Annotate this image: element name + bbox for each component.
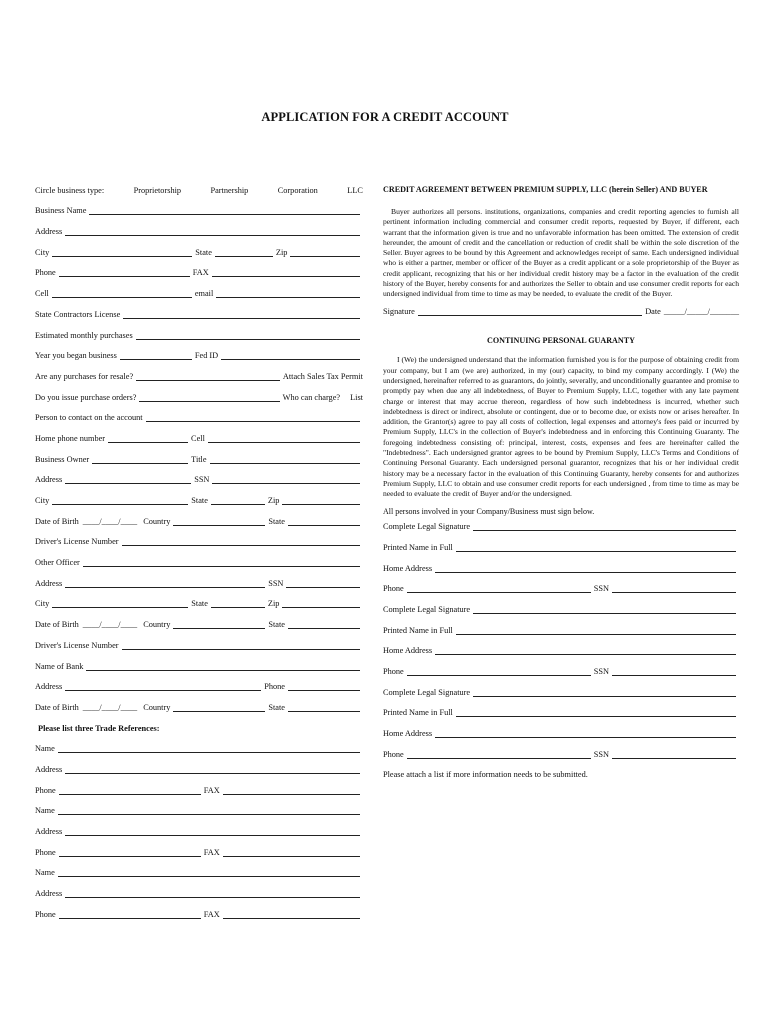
ref2-fax-label: FAX	[203, 847, 220, 857]
owner-license-field[interactable]	[122, 545, 360, 546]
contractors-license-label: State Contractors License	[35, 309, 121, 319]
owner-license-row	[35, 532, 363, 553]
attach-note: Please attach a list if more information needs to be submitted.	[383, 770, 588, 780]
business-owner-field[interactable]	[92, 463, 188, 464]
ref1-phone-label: Phone	[35, 785, 56, 795]
contractors-license-row	[35, 304, 363, 325]
g1-signature-row	[383, 517, 739, 538]
purchase-orders-field[interactable]	[139, 401, 279, 402]
home-phone-label: Home phone number	[35, 433, 106, 443]
option-proprietorship[interactable]: Proprietorship	[133, 185, 182, 195]
city-label: City	[35, 247, 50, 257]
city-state-zip-row	[35, 242, 363, 263]
g2-home-address-field[interactable]	[435, 654, 736, 655]
officer-dob-state-field[interactable]	[288, 628, 360, 629]
trade-refs-heading: Please list three Trade References:	[38, 723, 160, 733]
other-officer-label: Other Officer	[35, 558, 80, 568]
owner-address-row	[35, 470, 363, 491]
ref3-fax-label: FAX	[203, 909, 220, 919]
business-owner-label: Business Owner	[35, 454, 90, 464]
guaranty-heading: CONTINUING PERSONAL GUARANTY	[487, 336, 635, 346]
year-fedid-row	[35, 346, 363, 367]
officer-dob-state-label: State	[268, 620, 285, 630]
business-type-row	[35, 180, 363, 201]
g1-phone-field[interactable]	[407, 592, 591, 593]
g1-printed-name-row	[383, 537, 739, 558]
officer-dob-label: Date of Birth	[35, 620, 79, 630]
business-owner-row	[35, 449, 363, 470]
g2-phone-label: Phone	[383, 667, 404, 677]
g2-ssn-field[interactable]	[612, 675, 736, 676]
cell-field[interactable]	[52, 297, 192, 298]
g3-phone-field[interactable]	[407, 758, 591, 759]
phone-fax-row	[35, 263, 363, 284]
owner-city-label: City	[35, 496, 50, 505]
address-label: Address	[35, 227, 63, 237]
officer-city-field[interactable]	[52, 607, 188, 608]
officer-city-row	[35, 594, 363, 615]
ref1-address-row	[35, 759, 363, 780]
bank-dob-row	[35, 697, 363, 718]
owner-zip-field[interactable]	[282, 504, 360, 505]
g1-printed-name-label: Printed Name in Full	[383, 542, 453, 552]
g3-signature-label: Complete Legal Signature	[383, 687, 471, 697]
bank-dob-label: Date of Birth	[35, 702, 79, 712]
g2-home-address-row	[383, 641, 739, 662]
g1-phone-row	[383, 579, 739, 600]
officer-license-field[interactable]	[122, 649, 360, 650]
g2-printed-name-field[interactable]	[456, 634, 736, 635]
agreement-signature-row	[383, 302, 739, 323]
officer-ssn-field[interactable]	[286, 587, 360, 588]
zip-label: Zip	[275, 247, 288, 257]
ref3-address-label: Address	[35, 889, 63, 899]
page-title: APPLICATION FOR A CREDIT ACCOUNT	[261, 110, 509, 124]
g3-home-address-label: Home Address	[383, 729, 433, 739]
g3-home-address-field[interactable]	[435, 737, 736, 738]
ref3-fax-field[interactable]	[223, 918, 360, 919]
ref1-name-label: Name	[35, 744, 55, 754]
owner-state-label: State	[191, 496, 208, 505]
g2-signature-row	[383, 599, 739, 620]
ref1-address-label: Address	[35, 764, 63, 774]
g3-printed-name-field[interactable]	[456, 716, 736, 717]
g3-printed-name-label: Printed Name in Full	[383, 708, 453, 718]
ref1-name-row	[35, 739, 363, 760]
address-row	[35, 221, 363, 242]
owner-cell-field[interactable]	[208, 442, 360, 443]
officer-license-label: Driver's License Number	[35, 640, 119, 650]
owner-city-row	[35, 490, 363, 511]
ref2-phone-row	[35, 842, 363, 863]
ref2-name-field[interactable]	[58, 814, 360, 815]
officer-zip-field[interactable]	[282, 607, 360, 608]
ref2-address-label: Address	[35, 827, 63, 836]
officer-state-field[interactable]	[211, 607, 265, 608]
g3-printed-name-row	[383, 703, 739, 724]
g3-ssn-field[interactable]	[612, 758, 736, 759]
trade-refs-heading-row	[35, 718, 363, 739]
zip-field[interactable]	[290, 256, 360, 257]
email-field[interactable]	[216, 297, 360, 298]
owner-dob-field[interactable]: ____/____/____	[82, 516, 138, 526]
other-officer-row	[35, 552, 363, 573]
bank-state-field[interactable]	[288, 711, 360, 712]
ref3-address-row	[35, 883, 363, 904]
g1-home-address-label: Home Address	[383, 563, 433, 573]
resale-field[interactable]	[136, 380, 280, 381]
g1-ssn-field[interactable]	[612, 592, 736, 593]
agreement-date-field[interactable]: _____/_____/_______	[663, 307, 739, 317]
bank-dob-field[interactable]: ____/____/____	[82, 702, 138, 712]
g3-phone-label: Phone	[383, 749, 404, 759]
g3-ssn-label: SSN	[593, 749, 609, 759]
cell-label: Cell	[35, 289, 49, 299]
agreement-text: Buyer authorizes all persons. institutions, organizations, companies and credit reporting agencies to furnish all pertinent information including commercial and consumer credit reports, requested by Buyer, if different, each warrant that the information given is true and no unfavorable information has been omitted. The extension of credit hereunder, the amount of credit and the cancellation or reduction of credit shall be within the sole discretion of the Seller. Buyer agrees to be bound by this Agreement and acknowledges receipt of same. Each undersigned individual who is either a partner, member or officer of the Buyer as a credit applicant or a sole proprietorship of the Buyer as credit applicant, recognizing that his or her individual credit history may be a factor in the evaluation of the credit history of the Buyer, hereby consents for and authorizes the Seller to obtain and use consumer credit reports for each undersigned individual from time to time as may be needed, to evaluate the credit of the Buyer.	[383, 207, 739, 299]
officer-license-row	[35, 635, 363, 656]
owner-country-field[interactable]	[173, 525, 265, 526]
owner-city-field[interactable]	[52, 504, 188, 505]
resale-row	[35, 366, 363, 387]
option-llc[interactable]: LLC	[347, 185, 363, 195]
ref3-phone-field[interactable]	[59, 918, 201, 919]
officer-dob-field[interactable]: ____/____/____	[82, 620, 138, 630]
guaranty-text: I (We) the undersigned understand that the information furnished you is for the purpose of obtaining credit from your company, but I am (we are) authorized, in my (our) capacity, to bind my company accordingly. I (We) the undersigned, hereinafter referred to as guarantors, do jointly, severally, and unconditionally guarantee and promise to promptly pay when due any all indebtedness, of Buyer to Premium Supply, LLC, together with any late payment charge or interest that may accrue thereon, regardless of how such indebtedness is incurred, whether such indebtedness is direct or indirect, absolute or contingent, due or to become due, or exists now or arises hereafter. In addition, the Grantor(s) agree to pay all costs of collection, legal expenses and attorney's fees paid or incurred by Premium Supply, LLC's in the collection of Buyer's indebtedness and in enforcing this Continuing Guaranty. The foregoing indebtedness consisting of: principal, interest, costs, expenses and fees are hereinafter called the "Indebtedness". Each undersigned grantor agrees to be bound by Premium Supply, LLC's Terms and Conditions of Continuing Personal Guaranty. Each undersigned personal guarantor, recognizes that his or her individual credit history may be a necessary factor in the evaluation of this Continuing Guaranty, hereby consents for and authorizes Premium Supply, LLC to obtain and use consumer credit reports for each undersigned , from time to time as may be needed to evaluate the credit of Buyer and/or the undersigned.	[383, 355, 739, 499]
g1-home-address-row	[383, 558, 739, 579]
officer-zip-label: Zip	[267, 599, 280, 609]
ref2-name-row	[35, 801, 363, 822]
other-officer-field[interactable]	[83, 566, 360, 567]
g3-signature-row	[383, 682, 739, 703]
ref2-name-label: Name	[35, 806, 55, 816]
home-phone-field[interactable]	[108, 442, 188, 443]
ref1-fax-label: FAX	[203, 785, 220, 795]
g1-signature-field[interactable]	[473, 530, 736, 531]
officer-address-row	[35, 573, 363, 594]
g1-signature-label: Complete Legal Signature	[383, 522, 471, 532]
g1-ssn-label: SSN	[593, 584, 609, 594]
ref1-name-field[interactable]	[58, 752, 360, 753]
g2-printed-name-row	[383, 620, 739, 641]
business-name-row	[35, 201, 363, 222]
bank-name-label: Name of Bank	[35, 661, 84, 671]
g3-signature-field[interactable]	[473, 696, 736, 697]
owner-license-label: Driver's License Number	[35, 537, 119, 547]
owner-ssn-field[interactable]	[212, 483, 360, 484]
state-field[interactable]	[215, 256, 273, 257]
monthly-purchases-label: Estimated monthly purchases	[35, 330, 133, 340]
bank-address-field[interactable]	[65, 690, 261, 691]
year-began-field[interactable]	[120, 359, 192, 360]
ref1-phone-row	[35, 780, 363, 801]
g3-home-address-row	[383, 723, 739, 744]
officer-ssn-label: SSN	[268, 578, 284, 588]
monthly-purchases-field[interactable]	[136, 339, 360, 340]
who-can-charge-label: Who can charge?	[282, 392, 341, 402]
agreement-date-label: Date	[645, 307, 661, 317]
g2-signature-field[interactable]	[473, 613, 736, 614]
officer-city-label: City	[35, 599, 50, 609]
phone-field[interactable]	[59, 276, 190, 277]
must-sign-note: All persons involved in your Company/Business must sign below.	[383, 506, 595, 516]
agreement-signature-field[interactable]	[418, 315, 642, 316]
g3-phone-row	[383, 744, 739, 765]
agreement-heading: CREDIT AGREEMENT BETWEEN PREMIUM SUPPLY, LLC (herein Seller) AND BUYER	[383, 185, 708, 194]
g2-ssn-label: SSN	[593, 667, 609, 677]
officer-country-label: Country	[143, 620, 171, 630]
business-type-label: Circle business type:	[35, 185, 105, 195]
business-name-field[interactable]	[89, 214, 360, 215]
ref3-phone-row	[35, 904, 363, 925]
owner-address-label: Address	[35, 475, 63, 485]
bank-phone-label: Phone	[264, 682, 285, 692]
ref3-name-field[interactable]	[58, 876, 360, 877]
officer-address-label: Address	[35, 578, 63, 588]
owner-country-label: Country	[143, 516, 171, 526]
bank-country-field[interactable]	[173, 711, 265, 712]
bank-name-row	[35, 656, 363, 677]
attach-permit-label: Attach Sales Tax Permit	[282, 371, 363, 381]
year-began-label: Year you began business	[35, 351, 117, 361]
owner-title-label: Title	[191, 454, 207, 464]
ref3-phone-label: Phone	[35, 909, 56, 919]
owner-zip-label: Zip	[267, 496, 280, 505]
g2-phone-field[interactable]	[407, 675, 591, 676]
officer-dob-row	[35, 614, 363, 635]
agreement-signature-label: Signature	[383, 307, 415, 317]
bank-state-label: State	[268, 702, 285, 712]
fax-field[interactable]	[212, 276, 360, 277]
contact-person-row	[35, 408, 363, 429]
g1-printed-name-field[interactable]	[456, 551, 736, 552]
ref1-address-field[interactable]	[65, 773, 360, 774]
purchase-orders-row	[35, 387, 363, 408]
g2-phone-row	[383, 661, 739, 682]
ref2-address-row	[35, 821, 363, 842]
bank-country-label: Country	[143, 702, 171, 712]
bank-phone-field[interactable]	[288, 690, 360, 691]
owner-dob-label: Date of Birth	[35, 516, 79, 526]
owner-dob-state-field[interactable]	[288, 525, 360, 526]
g2-signature-label: Complete Legal Signature	[383, 604, 471, 614]
bank-address-row	[35, 677, 363, 698]
owner-state-field[interactable]	[211, 504, 265, 505]
contact-person-field[interactable]	[146, 421, 360, 422]
owner-dob-state-label: State	[268, 516, 285, 526]
email-label: email	[194, 289, 214, 299]
cell-email-row	[35, 283, 363, 304]
contractors-license-field[interactable]	[123, 318, 360, 319]
ref1-phone-field[interactable]	[59, 794, 201, 795]
option-corporation[interactable]: Corporation	[277, 185, 318, 195]
agreement-column	[383, 180, 739, 785]
fax-label: FAX	[192, 268, 209, 278]
g1-phone-label: Phone	[383, 584, 404, 594]
ref3-name-row	[35, 863, 363, 884]
fed-id-field[interactable]	[221, 359, 360, 360]
ref3-address-field[interactable]	[65, 897, 360, 898]
owner-address-field[interactable]	[65, 483, 191, 484]
phone-label: Phone	[35, 268, 56, 278]
owner-title-field[interactable]	[210, 463, 360, 464]
attach-note-row	[383, 765, 739, 786]
monthly-purchases-row	[35, 325, 363, 346]
bank-name-field[interactable]	[86, 670, 360, 671]
officer-country-field[interactable]	[173, 628, 265, 629]
g1-home-address-field[interactable]	[435, 572, 736, 573]
bank-address-label: Address	[35, 682, 63, 692]
contact-person-label: Person to contact on the account	[35, 413, 143, 423]
ref2-address-field[interactable]	[65, 835, 360, 836]
ref3-name-label: Name	[35, 868, 55, 878]
fed-id-label: Fed ID	[194, 351, 219, 361]
ref2-phone-label: Phone	[35, 847, 56, 857]
officer-state-label: State	[191, 599, 208, 609]
home-phone-row	[35, 428, 363, 449]
state-label: State	[195, 247, 212, 257]
owner-cell-label: Cell	[191, 433, 205, 443]
owner-dob-row	[35, 511, 363, 532]
g2-printed-name-label: Printed Name in Full	[383, 625, 453, 635]
g2-home-address-label: Home Address	[383, 646, 433, 656]
ref2-phone-field[interactable]	[59, 856, 201, 857]
officer-address-field[interactable]	[65, 587, 265, 588]
option-partnership[interactable]: Partnership	[210, 185, 249, 195]
business-name-label: Business Name	[35, 206, 87, 216]
ref1-fax-field[interactable]	[223, 794, 360, 795]
applicant-information-column	[35, 180, 363, 925]
city-field[interactable]	[52, 256, 192, 257]
resale-label: Are any purchases for resale?	[35, 371, 134, 381]
owner-ssn-label: SSN	[194, 475, 210, 485]
address-field[interactable]	[65, 235, 360, 236]
list-label: List	[350, 392, 363, 402]
ref2-fax-field[interactable]	[223, 856, 360, 857]
purchase-orders-label: Do you issue purchase orders?	[35, 392, 137, 402]
